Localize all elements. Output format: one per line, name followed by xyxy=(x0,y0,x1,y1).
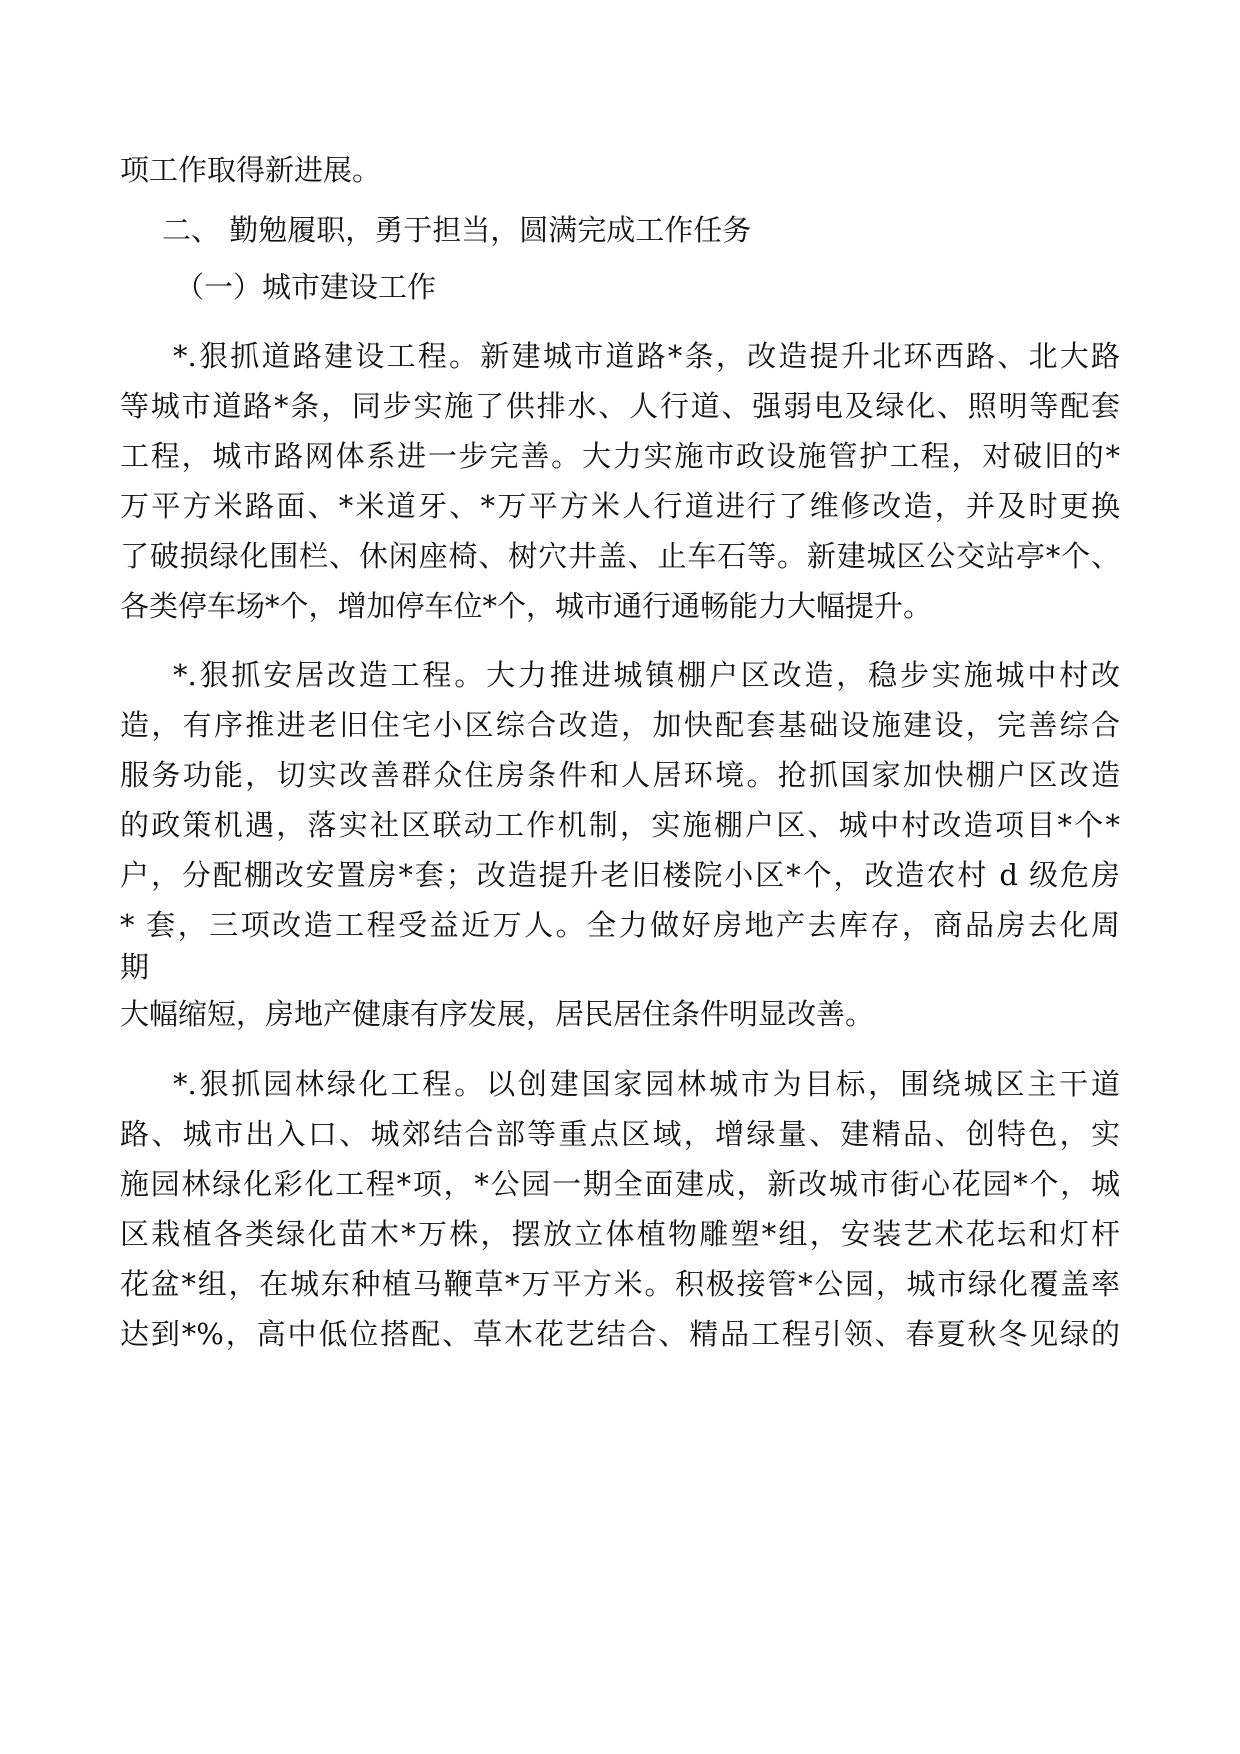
intro-tail-line: 项工作取得新进展。 xyxy=(120,153,382,187)
paragraph-1-line-2: 等城市道路*条，同步实施了供排水、人行道、强弱电及绿化、照明等配套 xyxy=(120,389,1120,423)
paragraph-1-line-4: 万平方米路面、*米道牙、*万平方米人行道进行了维修改造，并及时更换 xyxy=(120,489,1120,523)
paragraph-3-line-4: 区栽植各类绿化苗木*万株，摆放立体植物雕塑*组，安装艺术花坛和灯杆 xyxy=(120,1217,1120,1251)
paragraph-2-line-5: 户，分配棚改安置房*套；改造提升老旧楼院小区*个，改造农村 d 级危房 xyxy=(120,858,1120,892)
paragraph-2-line-1: *.狠抓安居改造工程。大力推进城镇棚户区改造，稳步实施城中村改 xyxy=(173,658,1120,692)
paragraph-2-line-8: 大幅缩短，房地产健康有序发展，居民居住条件明显改善。 xyxy=(120,997,875,1031)
paragraph-1-line-1: *.狠抓道路建设工程。新建城市道路*条，改造提升北环西路、北大路 xyxy=(173,339,1120,373)
paragraph-1-line-5: 了破损绿化围栏、休闲座椅、树穴井盖、止车石等。新建城区公交站亭*个、 xyxy=(120,539,1120,573)
section-heading: 二、 勤勉履职，勇于担当，圆满完成工作任务 xyxy=(162,213,752,247)
paragraph-2-line-2: 造，有序推进老旧住宅小区综合改造，加快配套基础设施建设，完善综合 xyxy=(120,708,1120,742)
paragraph-3-line-2: 路、城市出入口、城郊结合部等重点区域，增绿量、建精品、创特色，实 xyxy=(120,1117,1120,1151)
paragraph-3-line-1: *.狠抓园林绿化工程。以创建国家园林城市为目标，围绕城区主干道 xyxy=(173,1067,1120,1101)
paragraph-2-line-3: 服务功能，切实改善群众住房条件和人居环境。抢抓国家加快棚户区改造 xyxy=(120,758,1120,792)
paragraph-3-line-6: 达到*%，高中低位搭配、草木花艺结合、精品工程引领、春夏秋冬见绿的 xyxy=(120,1317,1120,1351)
paragraph-2-line-4: 的政策机遇，落实社区联动工作机制，实施棚户区、城中村改造项目*个* xyxy=(120,808,1120,842)
paragraph-2-line-6: * 套，三项改造工程受益近万人。全力做好房地产去库存，商品房去化周 xyxy=(120,908,1120,942)
subsection-heading: （一）城市建设工作 xyxy=(175,270,437,304)
paragraph-3-line-5: 花盆*组，在城东种植马鞭草*万平方米。积极接管*公园，城市绿化覆盖率 xyxy=(120,1267,1120,1301)
paragraph-3-line-3: 施园林绿化彩化工程*项，*公园一期全面建成，新改城市街心花园*个，城 xyxy=(120,1167,1120,1201)
paragraph-2-line-7: 期 xyxy=(120,950,150,984)
paragraph-1-line-6: 各类停车场*个，增加停车位*个，城市通行通畅能力大幅提升。 xyxy=(120,589,933,623)
paragraph-1-line-3: 工程，城市路网体系进一步完善。大力实施市政设施管护工程，对破旧的* xyxy=(120,439,1120,473)
